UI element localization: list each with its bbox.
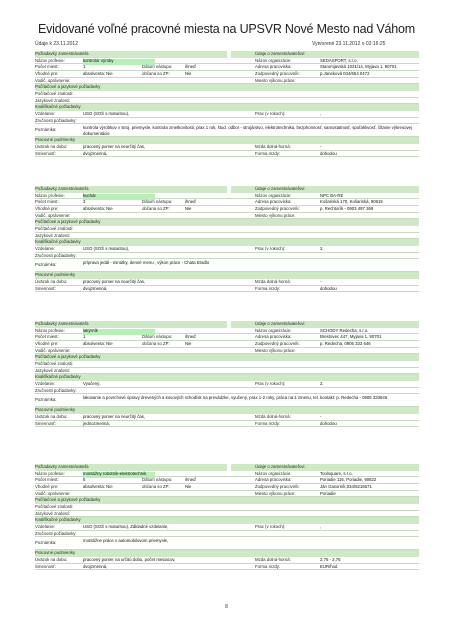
contract-row [35,144,419,151]
contract-row [35,414,419,421]
org-address-value: Brestovec 447, Myjava 1, 90701 [320,334,382,340]
wage-label: Mzda dolná-horná: [255,143,291,149]
practice-label: Prax (v rokoch): [255,110,286,116]
wage-value: - [320,413,322,419]
shifts-row [35,564,419,571]
section-header [35,464,419,471]
responsible-value: Ján Gavorník,034/6216671 [320,483,372,489]
suitable-value: absolventa: Nie [83,70,113,76]
driver-label: Vodič. oprávnenie: [35,347,71,353]
wage-label: Mzda dolná-horná: [255,413,291,419]
practice-label: Prax (v rokoch): [255,245,286,251]
employer-info-heading: Údaje o zamestnávateľovi [255,51,305,57]
workplace-label: Miesto výkonu práce: [255,212,296,218]
conditions-header [35,550,419,557]
driver-label: Vodič. oprávnenie: [35,77,71,83]
org-address-label: Adresa pracoviska: [255,199,292,205]
org-address-label: Adresa pracoviska: [255,64,292,70]
driver-row [35,348,419,355]
shifts-label: Smennosť: [35,150,56,156]
contract-row [35,557,419,564]
shifts-row [35,421,419,428]
computer-label: Počítačové znalosti: [35,225,74,231]
citizen-label: občana so ZP: [142,340,170,346]
computer-lang-heading: Počítačové a jazykové požiadavky [35,497,101,503]
language-label: Jazykové znalosti: [35,367,70,373]
wage-value: 2,75 - 2,75 [320,556,341,562]
skills-row [35,118,419,125]
profession-row [35,193,419,200]
citizen-label: občana so ZP: [142,205,170,211]
wage-label: Mzda dolná-horná: [255,278,291,284]
count-value: 1 [83,64,86,70]
practice-label: Prax (v rokoch): [255,380,286,386]
data-date: Údaje k 23.11.2012 [35,41,78,47]
citizen-value: Nie [185,70,192,76]
responsible-label: Zodpovedný pracovník: [255,340,300,346]
wage-form-label: Forma mzdy: [255,150,281,156]
practice-value: , [320,110,322,116]
contract-value: pracovný pomer na neurčitý čas, [83,413,146,419]
shifts-value: dvojzmenná, [83,563,108,569]
wage-value: - [320,278,322,284]
conditions-heading: Pracovné podmienky [35,137,76,143]
note-value: montážne práce v automobilovom priemysle, [83,538,169,544]
citizen-value: Nie [185,483,192,489]
qualification-header [35,517,419,524]
wage-form-value: EUR/hod [320,563,338,569]
suitable-value: absolventa: Nie [83,205,113,211]
org-name-value: SEDASPORT, s.r.o. [320,57,358,63]
education-row [35,381,419,388]
profession-row [35,471,419,478]
responsible-value: p. Redecha, 0905 333 646 [320,340,371,346]
org-address-value: Staromjavská 1031/14, Myjava 1, 90701 [320,64,397,70]
profession-label: Názov profesie: [35,57,65,63]
wage-label: Mzda dolná-horná: [255,556,291,562]
employer-info-heading: Údaje o zamestnávateľovi [255,321,305,327]
education-value: USO (SOŠ s maturitou), [83,245,130,251]
wage-form-value: dohodou [320,150,337,156]
contract-label: Úväzok na dobu: [35,413,68,419]
section-header [35,186,419,193]
profession-label: Názov profesie: [35,327,65,333]
skills-row [35,253,419,260]
shifts-label: Smennosť: [35,420,56,426]
count-label: Počet miest: [35,477,59,483]
shifts-value: jednozmenná, [83,420,110,426]
computer-row [35,91,419,98]
count-value: 5 [83,477,86,483]
driver-row [35,213,419,220]
employer-req-heading: Požiadavky zamestnávateľa [35,51,89,57]
responsible-label: Zodpovedný pracovník: [255,70,300,76]
count-row [35,477,419,484]
shifts-value: dvojzmenná, [83,150,108,156]
education-value: USO (SOŠ s maturitou), Základné vzdelanie, [83,523,169,529]
wage-form-value: dohodou [320,285,337,291]
wage-value: - [320,143,322,149]
job-record [35,51,419,157]
note-row [35,259,419,272]
employer-req-heading: Požiadavky zamestnávateľa [35,464,89,470]
wage-form-label: Forma mzdy: [255,285,281,291]
profession-value: lakýrník [83,327,98,333]
language-label: Jazykové znalosti: [35,97,70,103]
note-value: lakovanie a povrchové úpravy drevených a kovových schodísk na prevádzke, vyučený, prax 1-2 roky, práca na 1 zmenu, tel. kontakt: p. Redecha - 0905 333646 [83,395,388,401]
language-row [35,98,419,105]
computer-lang-header [35,497,419,504]
responsible-value: p.Janeková 034/654 0472 [320,70,370,76]
employer-req-heading: Požiadavky zamestnávateľa [35,186,89,192]
skills-row [35,531,419,538]
education-row [35,111,419,118]
start-date-value: ihneď [185,477,196,483]
computer-lang-heading: Počítačové a jazykové požiadavky [35,219,101,225]
suitable-label: Vhodné pre: [35,340,59,346]
workplace-label: Miesto výkonu práce: [255,347,296,353]
start-date-label: Dátum nástupu: [142,334,173,340]
education-value: USO (SOŠ s maturitou), [83,110,130,116]
workplace-value: Poriadie [320,490,336,496]
job-record [35,186,419,292]
count-row [35,64,419,71]
note-label: Poznámka: [35,397,57,403]
driver-label: Vodič. oprávnenie: [35,212,71,218]
start-date-label: Dátum nástupu: [142,199,173,205]
driver-row [35,491,419,498]
count-value: 1 [83,334,86,340]
skills-label: Zručnosti požiadavky: [35,387,77,393]
computer-lang-heading: Počítačové a jazykové požiadavky [35,84,101,90]
count-label: Počet miest: [35,199,59,205]
wage-form-label: Forma mzdy: [255,563,281,569]
shifts-row [35,151,419,158]
citizen-value: Nie [185,340,192,346]
skills-label: Zručnosti požiadavky: [35,530,77,536]
qualification-heading: Kvalifikačné požiadavky [35,239,81,245]
profession-row [35,328,419,335]
qualification-heading: Kvalifikačné požiadavky [35,517,81,523]
driver-label: Vodič. oprávnenie: [35,490,71,496]
language-label: Jazykové znalosti: [35,510,70,516]
practice-value: 2, [320,245,324,251]
language-row [35,233,419,240]
org-address-label: Adresa pracoviska: [255,334,292,340]
language-label: Jazykové znalosti: [35,232,70,238]
language-row [35,511,419,518]
skills-label: Zručnosti požiadavky: [35,252,77,258]
job-record [35,321,419,427]
education-row [35,524,419,531]
profession-label: Názov profesie: [35,470,65,476]
computer-row [35,504,419,511]
suitable-label: Vhodné pre: [35,483,59,489]
suitable-row [35,206,419,213]
conditions-header [35,407,419,414]
contract-value: pracovný pomer na neurčitý čas, [83,143,146,149]
computer-lang-header [35,354,419,361]
org-name-label: Názov organizácie: [255,470,292,476]
employer-info-heading: Údaje o zamestnávateľovi [255,464,305,470]
qualification-heading: Kvalifikačné požiadavky [35,374,81,380]
responsible-value: p. Rechtorík - 0903 497 369 [320,205,374,211]
page-title: Evidované voľné pracovné miesta na UPSVR Nové Mesto nad Váhom [37,22,416,36]
profession-value: montážny robotník-elektrotechnik [83,470,147,476]
education-value: Vyučený, [83,380,101,386]
qualification-heading: Kvalifikačné požiadavky [35,104,81,110]
computer-row [35,226,419,233]
org-name-value: SCHODY Redecha, s.r.o. [320,327,369,333]
profession-label: Názov profesie: [35,192,65,198]
conditions-header [35,137,419,144]
conditions-header [35,272,419,279]
qualification-header [35,104,419,111]
org-address-value: Košariská 170, Košariská, 90615 [320,199,383,205]
computer-lang-heading: Počítačové a jazykové požiadavky [35,354,101,360]
org-name-value: NPC BA-RE [320,192,344,198]
education-label: Vzdelanie: [35,380,56,386]
education-label: Vzdelanie: [35,523,56,529]
suitable-label: Vhodné pre: [35,70,59,76]
count-value: 3 [83,199,86,205]
count-row [35,199,419,206]
computer-lang-header [35,219,419,226]
contract-label: Úväzok na dobu: [35,278,68,284]
org-name-value: Toolsquare, s.r.o. [320,470,353,476]
contract-row [35,279,419,286]
conditions-heading: Pracovné podmienky [35,272,76,278]
education-label: Vzdelanie: [35,110,56,116]
org-address-value: Poriadie 116, Poriadie, 90622 [320,477,377,483]
section-header [35,321,419,328]
citizen-value: Nie [185,205,192,211]
citizen-label: občana so ZP: [142,70,170,76]
skills-row [35,388,419,395]
note-label: Poznámka: [35,262,57,268]
contract-value: pracovný pomer na určitú dobu, počet mesiacov, [83,556,176,562]
suitable-row [35,341,419,348]
contract-label: Úväzok na dobu: [35,143,68,149]
computer-label: Počítačové znalosti: [35,360,74,366]
profession-value: kontrolór výroby [83,57,114,63]
note-value: kontrola výrobkov v stroj. priemysle, kontrola zmetkovitosti, prax 1 rok, štud. odbor - strojárstvo, elektrotechnika, bezphonnosť, samostatnosť, spoľahlivosť, čítanie výkresovej dokumentácie [83,125,412,136]
shifts-label: Smennosť: [35,563,56,569]
note-label: Poznámka: [35,127,57,133]
page-number: 8 [225,604,228,610]
profession-value: kuchár [83,192,96,198]
computer-lang-header [35,84,419,91]
created-date: Vytvorené 23.11.2012 o 02:16:25 [312,41,386,47]
practice-value: 2, [320,380,324,386]
suitable-value: absolventa: Nie [83,340,113,346]
practice-label: Prax (v rokoch): [255,523,286,529]
conditions-heading: Pracovné podmienky [35,407,76,413]
qualification-header [35,374,419,381]
org-name-label: Názov organizácie: [255,327,292,333]
note-row [35,124,419,137]
section-header [35,51,419,58]
org-name-label: Názov organizácie: [255,192,292,198]
shifts-value: dvojzmenná, [83,285,108,291]
job-record [35,464,419,570]
note-row [35,394,419,407]
start-date-value: ihneď [185,199,196,205]
employer-info-heading: Údaje o zamestnávateľovi [255,186,305,192]
responsible-label: Zodpovedný pracovník: [255,483,300,489]
start-date-value: ihneď [185,64,196,70]
computer-label: Počítačové znalosti: [35,90,74,96]
workplace-label: Miesto výkonu práce: [255,77,296,83]
education-row [35,246,419,253]
suitable-value: absolventa: Nie [83,483,113,489]
education-label: Vzdelanie: [35,245,56,251]
count-label: Počet miest: [35,334,59,340]
note-label: Poznámka: [35,540,57,546]
start-date-value: ihneď [185,334,196,340]
wage-form-label: Forma mzdy: [255,420,281,426]
qualification-header [35,239,419,246]
start-date-label: Dátum nástupu: [142,64,173,70]
citizen-label: občana so ZP: [142,483,170,489]
count-label: Počet miest: [35,64,59,70]
language-row [35,368,419,375]
count-row [35,334,419,341]
note-row [35,537,419,550]
conditions-heading: Pracovné podmienky [35,550,76,556]
computer-label: Počítačové znalosti: [35,503,74,509]
contract-value: pracovný pomer na neurčitý čas, [83,278,146,284]
note-value: príprava jedál - minútky, denné menu , výkon práce - Chata Bradlo [83,260,210,266]
profession-row [35,58,419,65]
responsible-label: Zodpovedný pracovník: [255,205,300,211]
driver-row [35,78,419,85]
wage-form-value: dohodou [320,420,337,426]
org-name-label: Názov organizácie: [255,57,292,63]
practice-value: , [320,523,322,529]
shifts-row [35,286,419,293]
workplace-label: Miesto výkonu práce: [255,490,296,496]
employer-req-heading: Požiadavky zamestnávateľa [35,321,89,327]
computer-row [35,361,419,368]
suitable-label: Vhodné pre: [35,205,59,211]
org-address-label: Adresa pracoviska: [255,477,292,483]
suitable-row [35,484,419,491]
shifts-label: Smennosť: [35,285,56,291]
start-date-label: Dátum nástupu: [142,477,173,483]
skills-label: Zručnosti požiadavky: [35,117,77,123]
contract-label: Úväzok na dobu: [35,556,68,562]
suitable-row [35,71,419,78]
